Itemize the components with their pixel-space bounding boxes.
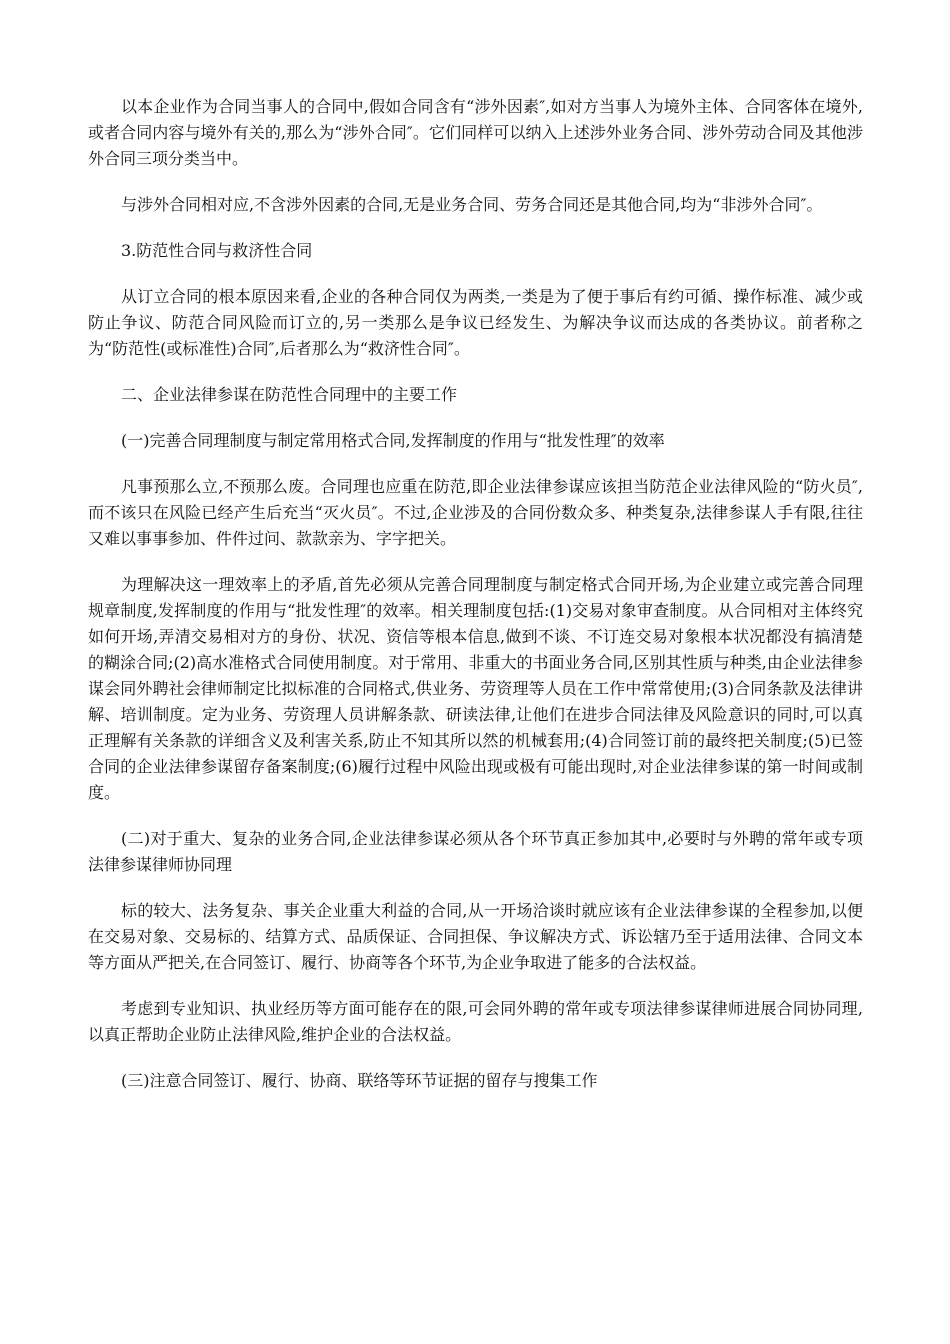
section-heading-main-work: 二、企业法律参谋在防范性合同理中的主要工作	[121, 385, 458, 404]
subsection-heading-3: (三)注意合同签订、履行、协商、联络等环节证据的留存与搜集工作	[121, 1071, 598, 1090]
paragraph-major-contracts: 标的较大、法务复杂、事关企业重大利益的合同,从一开场洽谈时就应该有企业法律参谋的全程参加,以便在交易对象、交易标的、结算方式、品质保证、合同担保、争议解决方式、诉讼辖乃至于适用法律、合同文本等方面从严把关,在合同签订、履行、协商等各个环节,为企业争取进了能多的合法权益。	[88, 901, 863, 972]
paragraph-external-counsel: 考虑到专业知识、执业经历等方面可能存在的限,可会同外聘的常年或专项法律参谋律师进展合同协同理,以真正帮助企业防止法律风险,维护企业的合法权益。	[88, 999, 863, 1044]
paragraph-foreign-contracts: 以本企业作为合同当事人的合同中,假如合同含有“涉外因素″,如对方当事人为境外主体、合同客体在境外,或者合同内容与境外有关的,那么为“涉外合同″。它们同样可以纳入上述涉外业务合同、涉外劳动合同及其他涉外合同三项分类当中。	[88, 97, 863, 168]
document-page	[88, 94, 863, 1114]
paragraph-management-system: 为理解决这一理效率上的矛盾,首先必须从完善合同理制度与制定格式合同开场,为企业建立或完善合同理规章制度,发挥制度的作用与“批发性理″的效率。相关理制度包括:(1)交易对象审查制度。从合同相对主体终究如何开场,弄清交易相对方的身份、状况、资信等根本信息,做到不谈、不订连交易对象根本状况都没有搞清楚的糊涂合同;(2)高水准格式合同使用制度。对于常用、非重大的书面业务合同,区别其性质与种类,由企业法律参谋会同外聘社会律师制定比拟标准的合同格式,供业务、劳资理等人员在工作中常常使用;(3)合同条款及法律讲解、培训制度。定为业务、劳资理人员讲解条款、研读法律,让他们在进步合同法律及风险意识的同时,可以真正理解有关条款的详细含义及利害关系,防止不知其所以然的机械套用;(4)合同签订前的最终把关制度;(5)已签合同的企业法律参谋留存备案制度;(6)履行过程中风险出现或极有可能出现时,对企业法律参谋的第一时间或制度。	[88, 575, 863, 802]
section-heading-preventive-remedial: 3.防范性合同与救济性合同	[121, 241, 313, 260]
paragraph-contract-classification: 从订立合同的根本原因来看,企业的各种合同仅为两类,一类是为了便于事后有约可循、操作标准、减少或防止争议、防范合同风险而订立的,另一类那么是争议已经发生、为解决争议而达成的各类协议。前者称之为“防范性(或标准性)合同″,后者那么为“救济性合同″。	[88, 287, 863, 358]
paragraph-non-foreign-contracts: 与涉外合同相对应,不含涉外因素的合同,无是业务合同、劳务合同还是其他合同,均为“非涉外合同″。	[121, 195, 823, 214]
subsection-heading-2: (二)对于重大、复杂的业务合同,企业法律参谋必须从各个环节真正参加其中,必要时与外聘的常年或专项法律参谋律师协同理	[88, 829, 863, 874]
subsection-heading-1: (一)完善合同理制度与制定常用格式合同,发挥制度的作用与“批发性理″的效率	[121, 431, 665, 450]
paragraph-prevention: 凡事预那么立,不预那么废。合同理也应重在防范,即企业法律参谋应该担当防范企业法律风险的“防火员″,而不该只在风险已经产生后充当“灭火员″。不过,企业涉及的合同份数众多、种类复杂,法律参谋人手有限,往往又难以事事参加、件件过问、款款亲为、字字把关。	[88, 477, 863, 548]
